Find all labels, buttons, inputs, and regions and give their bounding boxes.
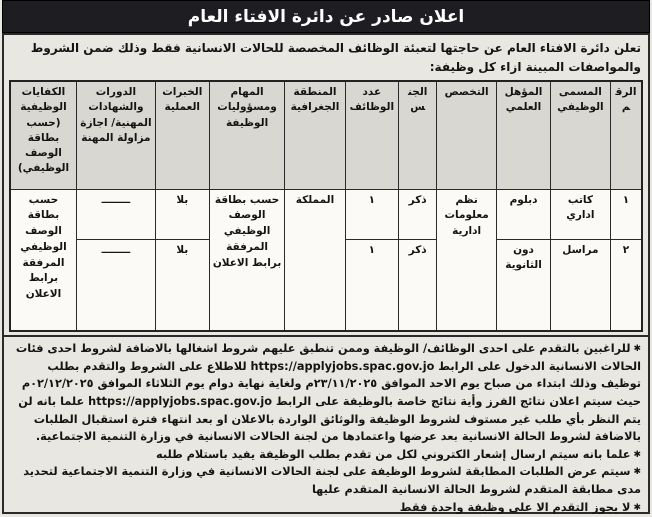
cell-experience: بلا <box>155 239 209 331</box>
announcement-title: اعلان صادر عن دائرة الافتاء العام <box>187 6 465 27</box>
table-header-row <box>10 81 642 189</box>
note-text: للراغبين بالتقدم على احدى الوظائف/ الوظيفة وممن تنطبق عليهم شروط اشغالها بالاضافة لشروط احدى فئات الحالات الانسانية الدخول على الرابط https://applyjobs.spac.gov.jo للاطلاع على الشروط والتقدم بطلب توظيف وذلك ابتداء من صباح يوم الاحد الموافق ٢٣/١١/٢٠٢٥م ولغاية نهاية دوام يوم الثلاثاء الموافق ٠٢/١٢/٢٠٢٥م حيث سيتم اعلان نتائج الفرز وأية نتائج خاصة بالوظيفة على الرابط https://applyjobs.spac.gov.jo علما بانه لن يتم النظر بأي طلب غير مستوف لشروط الوظيفة والوثائق الواردة بالاعلان او بعد انتهاء فترة استقبال الطلبات بالاضافة لشروط الحالة الانسانية بعد عرضها واعتمادها من لجنة الحالات الانسانية في وزارة التنمية الاجتماعية. <box>15 342 641 444</box>
cell-duties-shared: حسب بطاقة الوصف الوظيفي المرفقة برابط الاعلان <box>209 189 285 331</box>
intro-paragraph: تعلن دائرة الافتاء العام عن حاجتها لتعبئة الوظائف المخصصة للحالات الانسانية فقط وذلك ضمن الشروط والمواصفات المبينة ازاء كل وظيفة: <box>30 41 641 74</box>
cell-specialization-shared: نظم معلومات ادارية <box>437 189 497 331</box>
cell-count: ١ <box>345 189 399 239</box>
note-item <box>11 499 641 517</box>
asterisk-bullet-icon: ✱ <box>633 344 641 355</box>
cell-qualification: دون الثانوية <box>497 239 551 331</box>
note-item <box>11 340 641 446</box>
header-specialization: التخصص <box>437 81 497 189</box>
note-text: لا يجوز التقدم الا على وظيفة واحدة فقط <box>399 500 631 514</box>
cell-courses <box>76 189 155 239</box>
jobs-table <box>9 80 643 332</box>
cell-count: ١ <box>345 239 399 331</box>
cell-region-shared: المملكة <box>285 189 345 331</box>
announcement-title-bar <box>2 0 650 33</box>
note-text: سيتم عرض الطلبات المطابقة لشروط الوظيفة على لجنة الحالات الانسانية في وزارة التنمية الاجتماعية لتحديد مدى مطابقة المتقدم لشروط الحالة الانسانية المتقدم عليها <box>23 465 641 497</box>
note-text: علما بانه سيتم ارسال إشعار الكتروني لكل من تقدم بطلب الوظيفة يفيد باستلام طلبه <box>156 447 631 461</box>
cell-num: ٢ <box>610 239 642 331</box>
table-row <box>10 189 642 239</box>
cell-qualification: دبلوم <box>497 189 551 239</box>
header-competencies: الكفايات الوظيفية (حسب بطاقة الوصف الوظيفي) <box>10 81 76 189</box>
cell-competencies-shared: حسب بطاقة الوصف الوظيفي المرفقة برابط الاعلان <box>10 189 76 331</box>
dash-placeholder: ــــــــ <box>101 193 131 206</box>
header-gender: الجنس <box>399 81 437 189</box>
cell-gender: ذكر <box>399 189 437 239</box>
header-count: عدد الوظائف <box>345 81 399 189</box>
header-experience: الخبرات العملية <box>155 81 209 189</box>
header-duties: المهام ومسؤوليات الوظيفة <box>209 81 285 189</box>
asterisk-bullet-icon: ✱ <box>633 449 641 460</box>
cell-courses <box>76 239 155 331</box>
notes-section <box>4 335 648 517</box>
cell-gender: ذكر <box>399 239 437 331</box>
asterisk-bullet-icon: ✱ <box>633 502 641 513</box>
asterisk-bullet-icon: ✱ <box>633 467 641 478</box>
note-item <box>11 463 641 498</box>
note-item <box>11 446 641 464</box>
header-region: المنطقة الجغرافية <box>285 81 345 189</box>
header-num: الرقم <box>610 81 642 189</box>
header-qualification: المؤهل العلمي <box>497 81 551 189</box>
cell-num: ١ <box>610 189 642 239</box>
content-frame <box>2 33 650 514</box>
dash-placeholder: ــــــــ <box>101 243 131 256</box>
header-courses: الدورات والشهادات المهنية/ اجازة مزاولة المهنة <box>76 81 155 189</box>
cell-experience: بلا <box>155 189 209 239</box>
header-job-title: المسمى الوظيفي <box>550 81 610 189</box>
cell-job-title: مراسل <box>550 239 610 331</box>
cell-job-title: كاتب اداري <box>550 189 610 239</box>
